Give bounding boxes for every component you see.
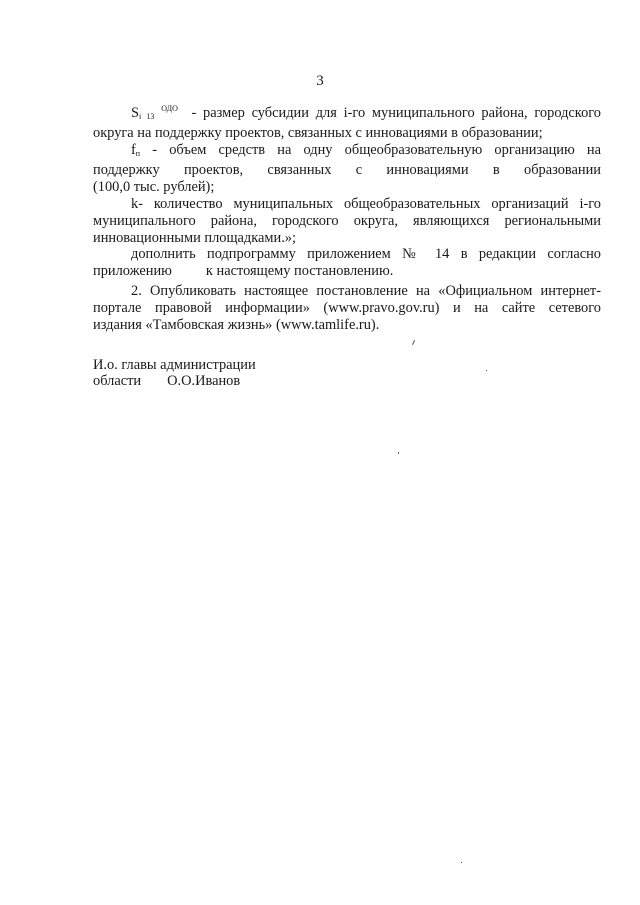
line-text: - размер субсидии для i-го муниципального района, городского (191, 105, 601, 121)
line-text: издания «Тамбовская жизнь» (www.tamlife.ru). (93, 317, 380, 333)
line-text: к настоящему постановлению. (205, 263, 394, 279)
line-text: округа на поддержку проектов, связанных с инновациями в образовании; (93, 125, 543, 141)
line-text: - объем средств на одну общеобразовательную организацию на (152, 142, 601, 158)
line-text: поддержку проектов, связанных с инновациями в образовании (93, 162, 601, 178)
line-text: муниципального района, городского округа, являющихся региональными (93, 213, 601, 229)
page-number: 3 (316, 73, 324, 89)
line-text: 2. Опубликовать настоящее постановление на «Официальном интернет- (131, 283, 601, 299)
line (93, 213, 601, 230)
scan-mark (412, 340, 415, 345)
line (93, 142, 601, 162)
scan-mark (398, 452, 399, 454)
line (93, 263, 601, 280)
formula-subscript: i 13 (139, 112, 155, 121)
line-text: k- количество муниципальных общеобразовательных организаций i-го (131, 196, 601, 212)
paragraph-appendix (93, 246, 601, 280)
signature-block (93, 357, 256, 389)
line (93, 100, 601, 125)
line (93, 196, 601, 213)
scan-mark (461, 862, 462, 863)
line-text: дополнить подпрограмму приложением № 14 в редакции согласно (131, 246, 601, 262)
formula-symbol: S (131, 105, 140, 121)
formula-symbol: f (131, 142, 136, 158)
line (93, 162, 601, 179)
line (93, 125, 601, 142)
line (93, 300, 601, 317)
line (93, 317, 601, 334)
line-text: инновационными площадками.»; (93, 230, 296, 246)
formula-subscript: п (135, 149, 141, 158)
paragraph-funding-per-org (93, 142, 601, 196)
line-text: (100,0 тыс. рублей); (93, 179, 215, 195)
line (93, 246, 601, 263)
scan-mark (486, 370, 487, 371)
line (93, 179, 601, 196)
formula-superscript: ОДО (161, 104, 178, 113)
signatory-line (93, 373, 256, 389)
signatory-name: О.О.Иванов (167, 373, 241, 389)
line (93, 283, 601, 300)
line-text: приложению (93, 263, 172, 279)
line (93, 230, 601, 247)
paragraph-subsidy-formula (93, 100, 601, 142)
paragraph-org-count (93, 196, 601, 247)
paragraph-publication (93, 283, 601, 334)
signatory-title: И.о. главы администрации (93, 357, 256, 373)
line-text: портале правовой информации» (www.pravo.gov.ru) и на сайте сетевого (93, 300, 601, 316)
signatory-region: области (93, 373, 142, 389)
